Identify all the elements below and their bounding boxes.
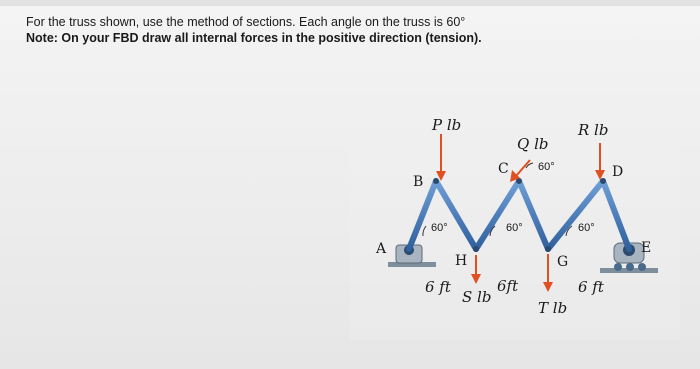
angle-label-aq: 60° bbox=[538, 161, 555, 173]
angle-label-a1: 60° bbox=[431, 222, 448, 234]
joint-D bbox=[600, 178, 606, 184]
node-label-E: E bbox=[641, 240, 652, 256]
dimension-label-1: 6 ft bbox=[425, 278, 451, 296]
node-label-H: H bbox=[455, 253, 468, 269]
load-label-Q: Q lb bbox=[517, 135, 549, 153]
figure-background bbox=[350, 100, 680, 340]
node-label-A: A bbox=[376, 241, 387, 257]
joint-H bbox=[473, 246, 479, 252]
load-label-T: T lb bbox=[538, 299, 568, 317]
angle-label-a3: 60° bbox=[578, 222, 595, 234]
load-label-P: P lb bbox=[432, 116, 462, 134]
problem-line: For the truss shown, use the method of sections. Each angle on the truss is 60° bbox=[26, 15, 466, 29]
node-label-D: D bbox=[612, 164, 624, 180]
node-label-C: C bbox=[498, 161, 509, 177]
node-label-G: G bbox=[557, 254, 569, 270]
load-label-S: S lb bbox=[462, 288, 492, 306]
angle-label-a2: 60° bbox=[506, 222, 523, 234]
dimension-label-2: 6ft bbox=[497, 277, 519, 295]
joint-B bbox=[433, 178, 439, 184]
problem-note: Note: On your FBD draw all internal forces in the positive direction (tension). bbox=[26, 31, 482, 45]
node-label-B: B bbox=[413, 174, 424, 190]
joint-G bbox=[545, 246, 551, 252]
dimension-label-3: 6 ft bbox=[578, 278, 604, 296]
load-label-R: R lb bbox=[578, 121, 609, 139]
